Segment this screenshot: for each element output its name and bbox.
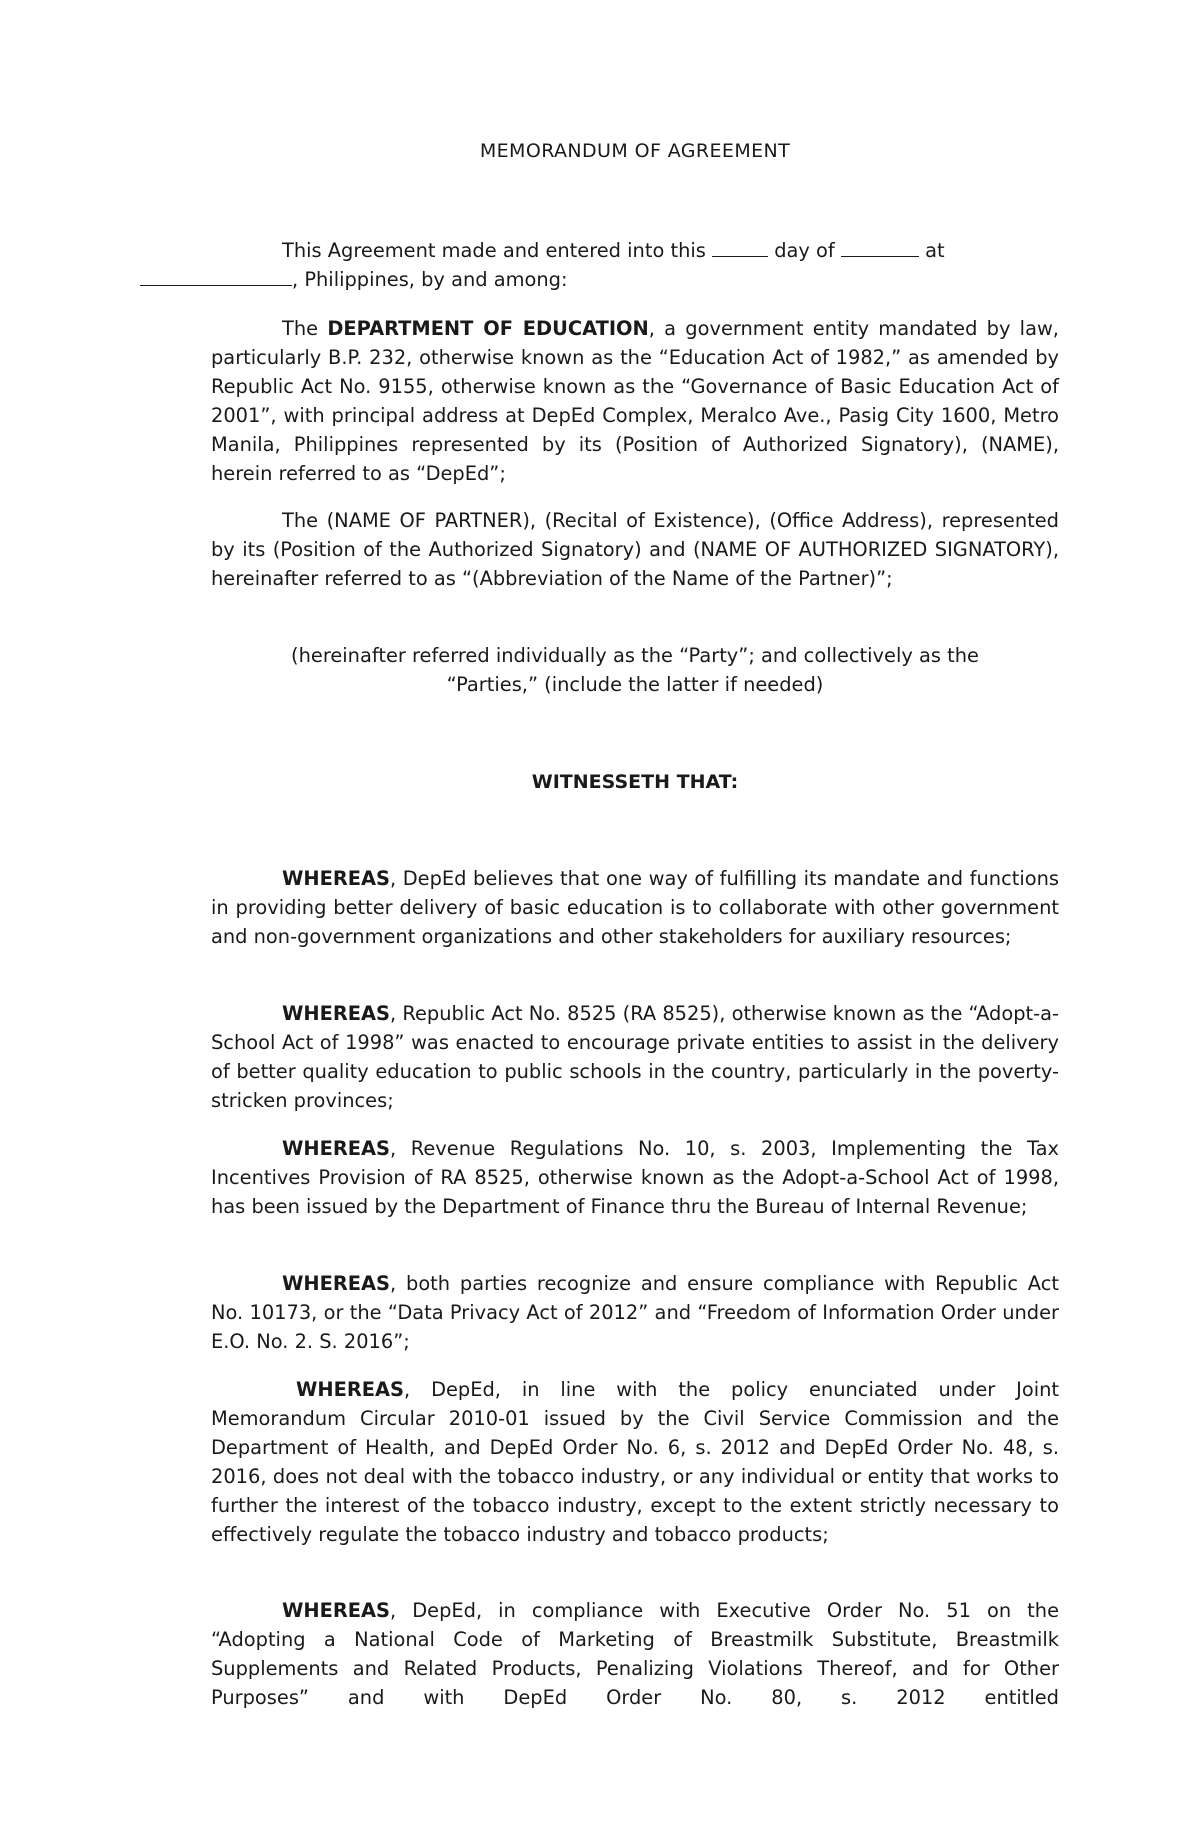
whereas-text: , DepEd, in line with the policy enunciated under Joint Memorandum Circular 2010-01 issued by the Civil Service Commission and the Department of Health, and DepEd Order No. 6, s. 2012 and DepEd Order No. 48, s. 2016, does not deal with the tobacco industry, or any individual or entity that works to further the interest of the tobacco industry, except to the extent strictly necessary to effectively regulate the tobacco industry and tobacco products; <box>211 1378 1059 1546</box>
deped-name: DEPARTMENT OF EDUCATION <box>327 317 649 340</box>
whereas-paragraph-1 <box>211 864 1059 951</box>
deped-text: , a government entity mandated by law, particularly B.P. 232, otherwise known as the “Education Act of 1982,” as amended by Republic Act No. 9155, otherwise known as the “Governance of Basic Education Act of 2001”, with principal address at DepEd Complex, Meralco Ave., Pasig City 1600, Metro Manila, Philippines represented by its (Position of Authorized Signatory), (NAME), herein referred to as “DepEd”; <box>211 317 1059 485</box>
whereas-text: , Revenue Regulations No. 10, s. 2003, Implementing the Tax Incentives Provision of RA 8525, otherwise known as the Adopt-a-School Act of 1998, has been issued by the Department of Finance thru the Bureau of Internal Revenue; <box>211 1137 1059 1218</box>
intro-text-1: This Agreement made and entered into this <box>282 239 706 262</box>
intro-text-2: day of <box>774 239 835 262</box>
whereas-paragraph-2 <box>211 999 1059 1115</box>
month-blank[interactable] <box>841 238 919 257</box>
whereas-text: , DepEd, in compliance with Executive Order No. 51 on the “Adopting a National Code of Marketing of Breastmilk Substitute, Breastmilk Supplements and Related Products, Penalizing Violations Thereof, and for Other Purposes” and with DepEd Order No. 80, s. 2012 entitled <box>211 1599 1059 1709</box>
whereas-label: WHEREAS <box>282 1137 391 1160</box>
intro-text-3: at <box>925 239 945 262</box>
whereas-paragraph-4 <box>211 1269 1059 1356</box>
whereas-label: WHEREAS <box>282 1599 391 1622</box>
place-blank[interactable] <box>140 267 292 286</box>
whereas-label: WHEREAS <box>282 867 391 890</box>
intro-paragraph <box>211 236 1059 294</box>
whereas-label: WHEREAS <box>282 1272 391 1295</box>
partner-paragraph <box>211 506 1059 593</box>
parties-note-line2: “Parties,” (include the latter if needed) <box>446 673 824 696</box>
whereas-paragraph-5 <box>211 1375 1059 1549</box>
day-blank[interactable] <box>712 238 768 257</box>
whereas-text: , DepEd believes that one way of fulfilling its mandate and functions in providing better delivery of basic education is to collaborate with other government and non-government organizations and other stakeholders for auxiliary resources; <box>211 867 1059 948</box>
deped-paragraph <box>211 314 1059 488</box>
whereas-paragraph-6 <box>211 1596 1059 1712</box>
whereas-label: WHEREAS <box>296 1378 405 1401</box>
parties-note-line1: (hereinafter referred individually as the “Party”; and collectively as the <box>291 644 979 667</box>
parties-note <box>211 641 1059 699</box>
document-title: MEMORANDUM OF AGREEMENT <box>479 140 791 162</box>
whereas-label: WHEREAS <box>282 1002 391 1025</box>
whereas-paragraph-3 <box>211 1134 1059 1221</box>
partner-text: The (NAME OF PARTNER), (Recital of Existence), (Office Address), represented by its (Position of the Authorized Signatory) and (NAME OF AUTHORIZED SIGNATORY), hereinafter referred to as “(Abbreviation of the Name of the Partner)”; <box>211 509 1059 590</box>
deped-the: The <box>282 317 319 340</box>
intro-text-4: , Philippines, by and among: <box>292 268 568 291</box>
witnesseth-heading: WITNESSETH THAT: <box>531 771 739 793</box>
whereas-text: , both parties recognize and ensure compliance with Republic Act No. 10173, or the “Data Privacy Act of 2012” and “Freedom of Information Order under E.O. No. 2. S. 2016”; <box>211 1272 1059 1353</box>
whereas-text: , Republic Act No. 8525 (RA 8525), otherwise known as the “Adopt-a-School Act of 1998” was enacted to encourage private entities to assist in the delivery of better quality education to public schools in the country, particularly in the poverty-stricken provinces; <box>211 1002 1059 1112</box>
